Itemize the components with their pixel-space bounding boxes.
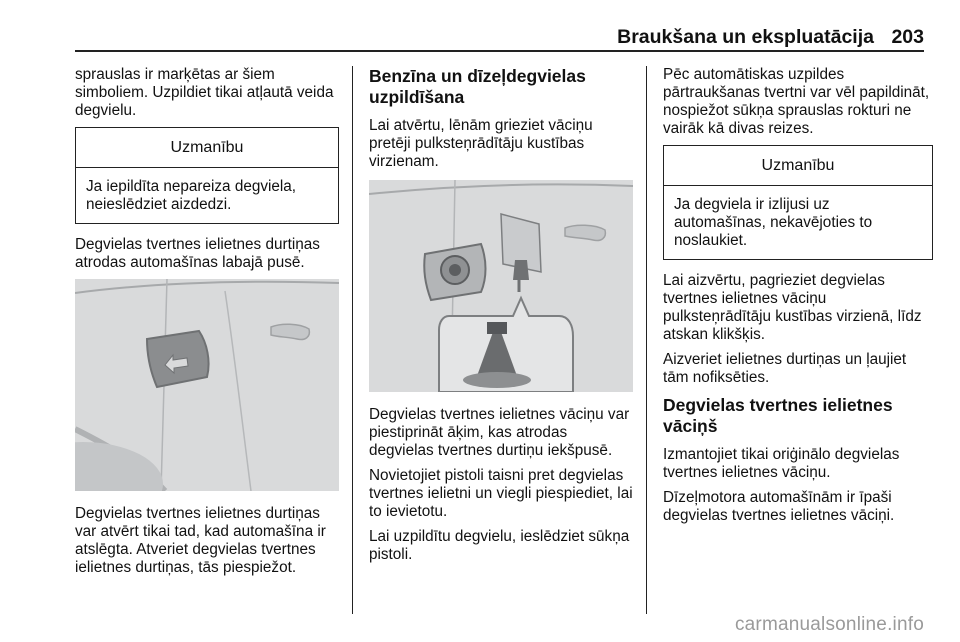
column-1 bbox=[75, 66, 339, 584]
cap-hook-paragraph: Degvielas tvertnes ielietnes vāciņu var piestiprināt āķim, kas atrodas degvielas tvertnes durtiņu iekšpusē. bbox=[369, 406, 630, 459]
section-heading-refuelling: Benzīna un dīzeļdegvielas uzpildīšana bbox=[369, 66, 586, 107]
caution-title: Uzmanību bbox=[664, 146, 932, 186]
fuel-door-location-paragraph: Degvielas tvertnes ielietnes durtiņas atrodas automašīnas labajā pusē. bbox=[75, 236, 320, 271]
column-3 bbox=[663, 66, 933, 532]
close-cap-paragraph: Lai aizvērtu, pagrieziet degvielas tvertnes ielietnes vāciņu pulksteņrādītāju kustības virzienā, līdz atskan klikšķis. bbox=[663, 272, 922, 343]
filler-cap-illustration bbox=[369, 180, 633, 392]
page-number: 203 bbox=[891, 26, 924, 48]
caution-title: Uzmanību bbox=[76, 128, 338, 168]
intro-paragraph: sprauslas ir marķētas ar šiem simboliem. Uzpildiet tikai atļautā veida degvielu. bbox=[75, 66, 334, 119]
column-divider bbox=[646, 66, 647, 614]
section-heading-filler-cap: Degvielas tvertnes ielietnes vāciņš bbox=[663, 395, 893, 436]
auto-cutoff-paragraph: Pēc automātiskas uzpildes pārtraukšanas tvertni var vēl papildināt, nospiežot sūkņa sprauslas rokturi ne vairāk kā divas reizes. bbox=[663, 66, 930, 137]
page-header-title: Braukšana un ekspluatācija bbox=[617, 26, 874, 48]
diesel-cap-paragraph: Dīzeļmotora automašīnām ir īpaši degvielas tvertnes ielietnes vāciņi. bbox=[663, 489, 895, 524]
filler-cap-drawing bbox=[369, 180, 633, 392]
fuel-door-drawing bbox=[75, 279, 339, 491]
close-door-paragraph: Aizveriet ielietnes durtiņas un ļaujiet tām nofiksēties. bbox=[663, 351, 907, 386]
caution-text: Ja iepildīta nepareiza degviela, neieslēdziet aizdedzi. bbox=[86, 178, 297, 213]
watermark-text: carmanualsonline.info bbox=[734, 614, 924, 635]
original-cap-paragraph: Izmantojiet tikai oriģinālo degvielas tvertnes ielietnes vāciņu. bbox=[663, 446, 900, 481]
caution-text: Ja degviela ir izlijusi uz automašīnas, nekavējoties to noslaukiet. bbox=[674, 196, 873, 249]
fuel-door-illustration bbox=[75, 279, 339, 491]
column-2 bbox=[369, 66, 633, 571]
fill-paragraph: Lai uzpildītu degvielu, ieslēdziet sūkņa pistoli. bbox=[369, 528, 630, 563]
fuel-door-unlock-paragraph: Degvielas tvertnes ielietnes durtiņas var atvērt tikai tad, kad automašīna ir atslēgta. Atveriet degvielas tvertnes ielietnes durtiņas, tās piespiežot. bbox=[75, 505, 326, 576]
caution-box bbox=[663, 145, 933, 260]
column-divider bbox=[352, 66, 353, 614]
nozzle-insert-paragraph: Novietojiet pistoli taisni pret degvielas tvertnes ielietni un viegli piespiediet, lai to ievietotu. bbox=[369, 467, 633, 520]
caution-box bbox=[75, 127, 339, 224]
header-divider bbox=[75, 50, 924, 52]
open-cap-paragraph: Lai atvērtu, lēnām grieziet vāciņu pretēji pulksteņrādītāju kustības virzienam. bbox=[369, 117, 593, 170]
